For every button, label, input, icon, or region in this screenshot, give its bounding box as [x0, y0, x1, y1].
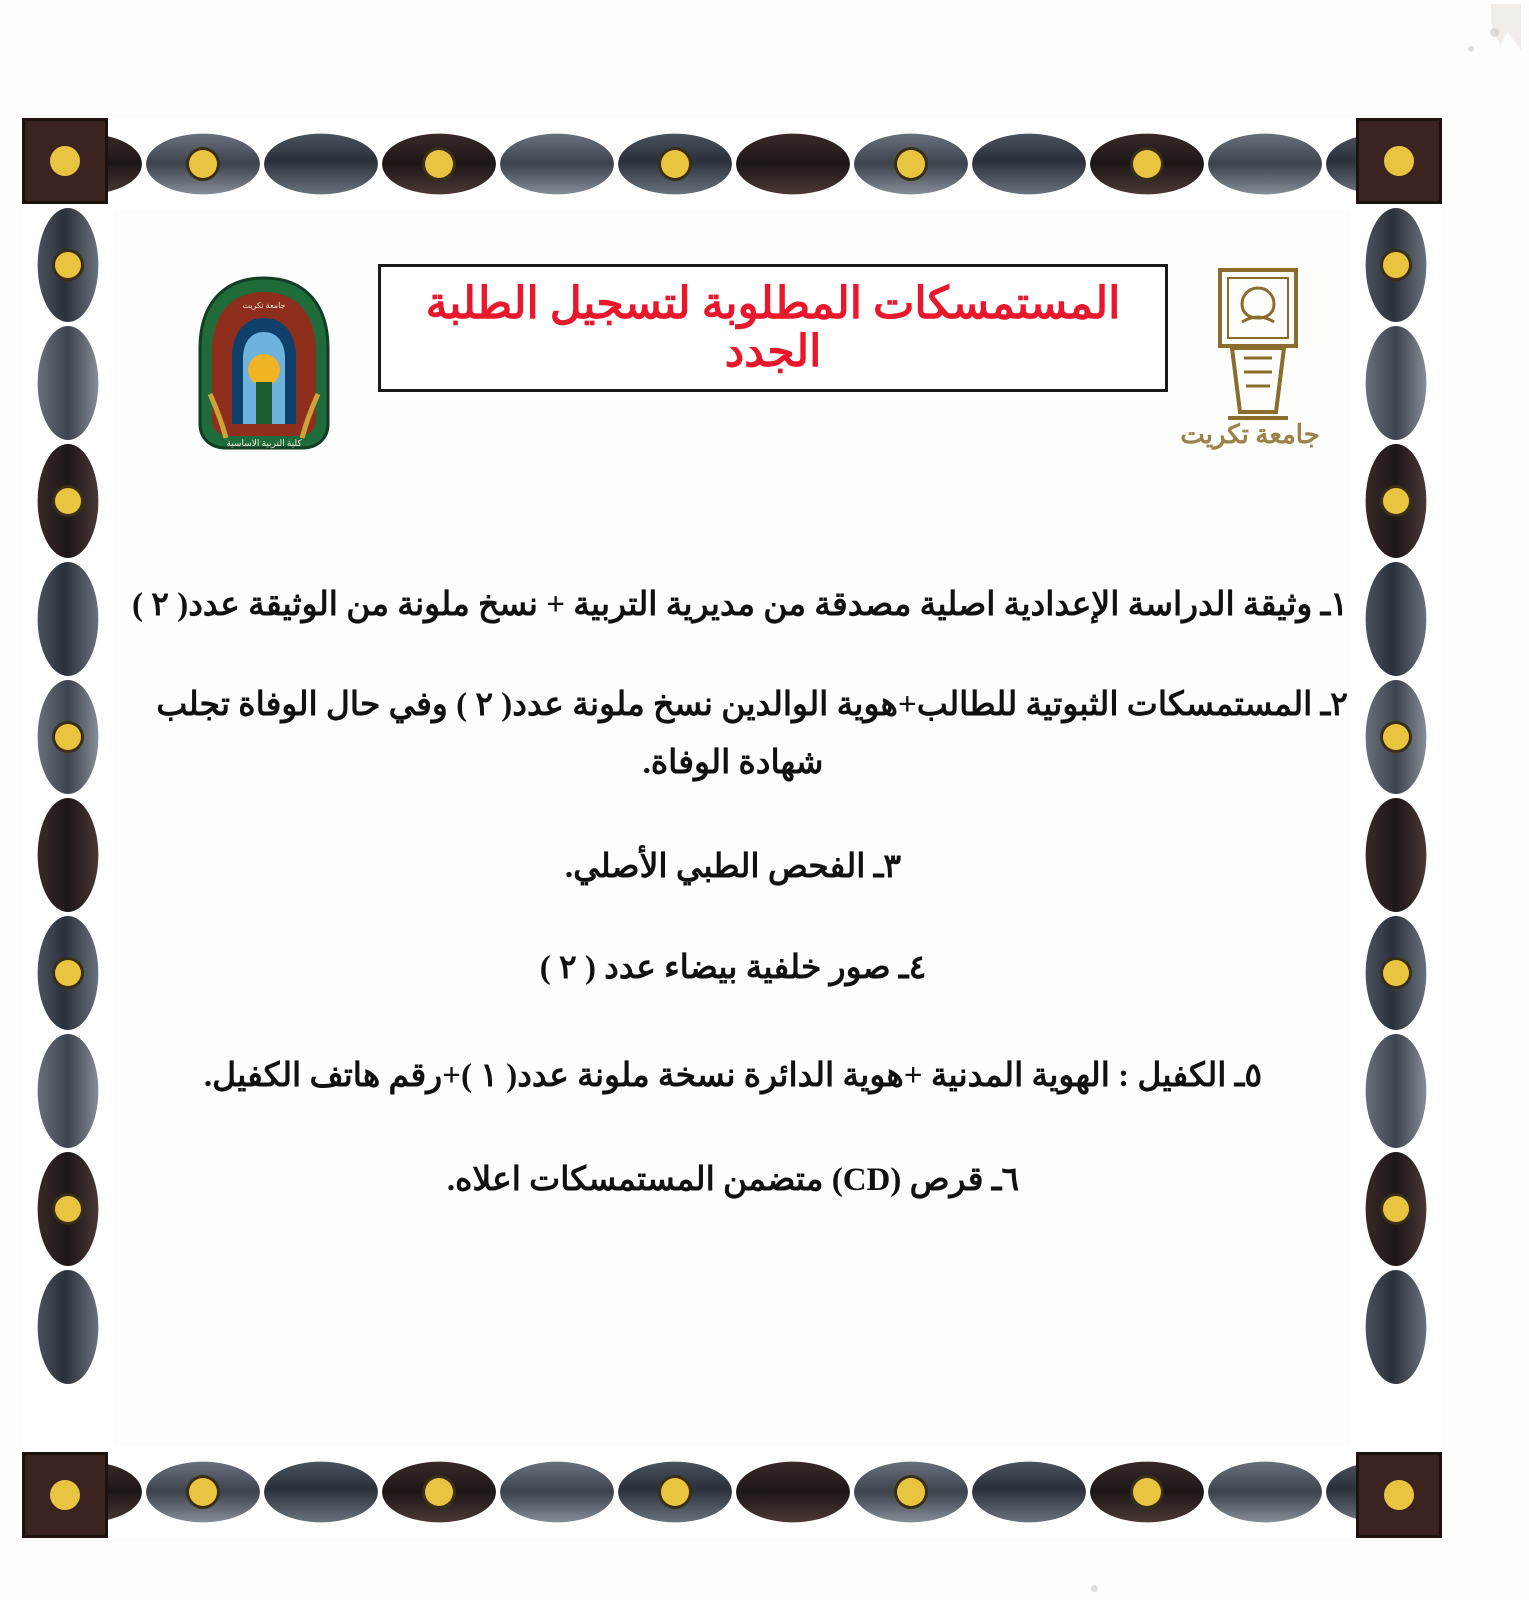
- border-motif: [31, 796, 105, 914]
- border-motif: [1359, 796, 1433, 914]
- svg-text:جامعة تكريت: جامعة تكريت: [242, 301, 286, 310]
- border-motif: [1359, 560, 1433, 678]
- scan-speck: [1490, 28, 1499, 37]
- list-item-text-before: ٦ـ قرص (: [890, 1162, 1020, 1199]
- university-emblem-icon: [180, 274, 348, 454]
- border-corner-ornament: [22, 1452, 108, 1538]
- border-motif: [616, 1455, 734, 1529]
- border-motif: [1359, 914, 1433, 1032]
- document-title-box: [378, 264, 1168, 392]
- border-motif: [31, 1150, 105, 1268]
- border-motif: [1359, 1150, 1433, 1268]
- list-item-text-after: ) متضمن المستمسكات اعلاه.: [446, 1162, 843, 1199]
- list-item: ٣ـ الفحص الطبي الأصلي.: [564, 848, 902, 885]
- list-item: ٢ـ المستمسكات الثبوتية للطالب+هوية الوالدين نسخ ملونة عدد( ٢ ) وفي حال الوفاة تجلب: [156, 686, 1348, 723]
- border-motif: [1359, 1268, 1433, 1386]
- border-motif: [1359, 678, 1433, 796]
- border-motif: [31, 914, 105, 1032]
- border-motif: [31, 678, 105, 796]
- border-motif: [970, 1455, 1088, 1529]
- border-motif: [734, 127, 852, 201]
- border-motif: [852, 127, 970, 201]
- border-motif: [1088, 1455, 1206, 1529]
- scan-speck: [1091, 1585, 1098, 1592]
- list-item-continuation: شهادة الوفاة.: [642, 744, 824, 781]
- border-motif: [1359, 442, 1433, 560]
- svg-text:كلية التربية الاساسية: كلية التربية الاساسية: [226, 438, 302, 448]
- document-content: [118, 222, 1348, 1442]
- emblem-caption: جامعة تكريت: [1180, 420, 1320, 449]
- border-band-top: [22, 118, 1442, 210]
- border-motif: [498, 127, 616, 201]
- scan-speck: [1468, 46, 1474, 52]
- border-motif: [1088, 127, 1206, 201]
- scan-edge-artifact: [1491, 4, 1521, 50]
- border-motif: [616, 127, 734, 201]
- border-band-right: [1350, 206, 1442, 1450]
- border-corner-ornament: [1356, 118, 1442, 204]
- border-motif: [734, 1455, 852, 1529]
- border-motif: [31, 1268, 105, 1386]
- requirements-list: [118, 582, 1348, 1215]
- list-item-latin-term: CD: [842, 1162, 891, 1199]
- border-motif: [852, 1455, 970, 1529]
- list-item: ١ـ وثيقة الدراسة الإعدادية اصلية مصدقة من مديرية التربية + نسخ ملونة من الوثيقة عدد( ٢ ): [131, 587, 1348, 623]
- list-item: ٥ـ الكفيل : الهوية المدنية +هوية الدائرة نسخة ملونة عدد( ١ )+رقم هاتف الكفيل.: [203, 1058, 1263, 1095]
- list-item: [118, 1157, 1348, 1205]
- list-item: ٤ـ صور خلفية بيضاء عدد ( ٢ ): [539, 950, 927, 987]
- border-corner-ornament: [1356, 1452, 1442, 1538]
- border-motif: [1206, 1455, 1324, 1529]
- border-motif: [498, 1455, 616, 1529]
- border-motif: [262, 127, 380, 201]
- border-motif: [1206, 127, 1324, 201]
- document-header: [118, 222, 1348, 449]
- border-motif: [144, 127, 262, 201]
- border-band-left: [22, 206, 114, 1450]
- border-motif: [31, 324, 105, 442]
- border-corner-ornament: [22, 118, 108, 204]
- border-motif: [144, 1455, 262, 1529]
- border-motif: [380, 1455, 498, 1529]
- border-motif: [1359, 324, 1433, 442]
- border-band-bottom: [22, 1446, 1442, 1538]
- border-motif: [31, 1032, 105, 1150]
- border-motif: [380, 127, 498, 201]
- border-motif: [31, 442, 105, 560]
- border-motif: [262, 1455, 380, 1529]
- border-motif: [970, 127, 1088, 201]
- border-motif: [31, 560, 105, 678]
- border-motif: [1359, 206, 1433, 324]
- border-motif: [31, 206, 105, 324]
- border-motif: [1359, 1032, 1433, 1150]
- page-title: المستمسكات المطلوبة لتسجيل الطلبة الجدد: [425, 278, 1121, 376]
